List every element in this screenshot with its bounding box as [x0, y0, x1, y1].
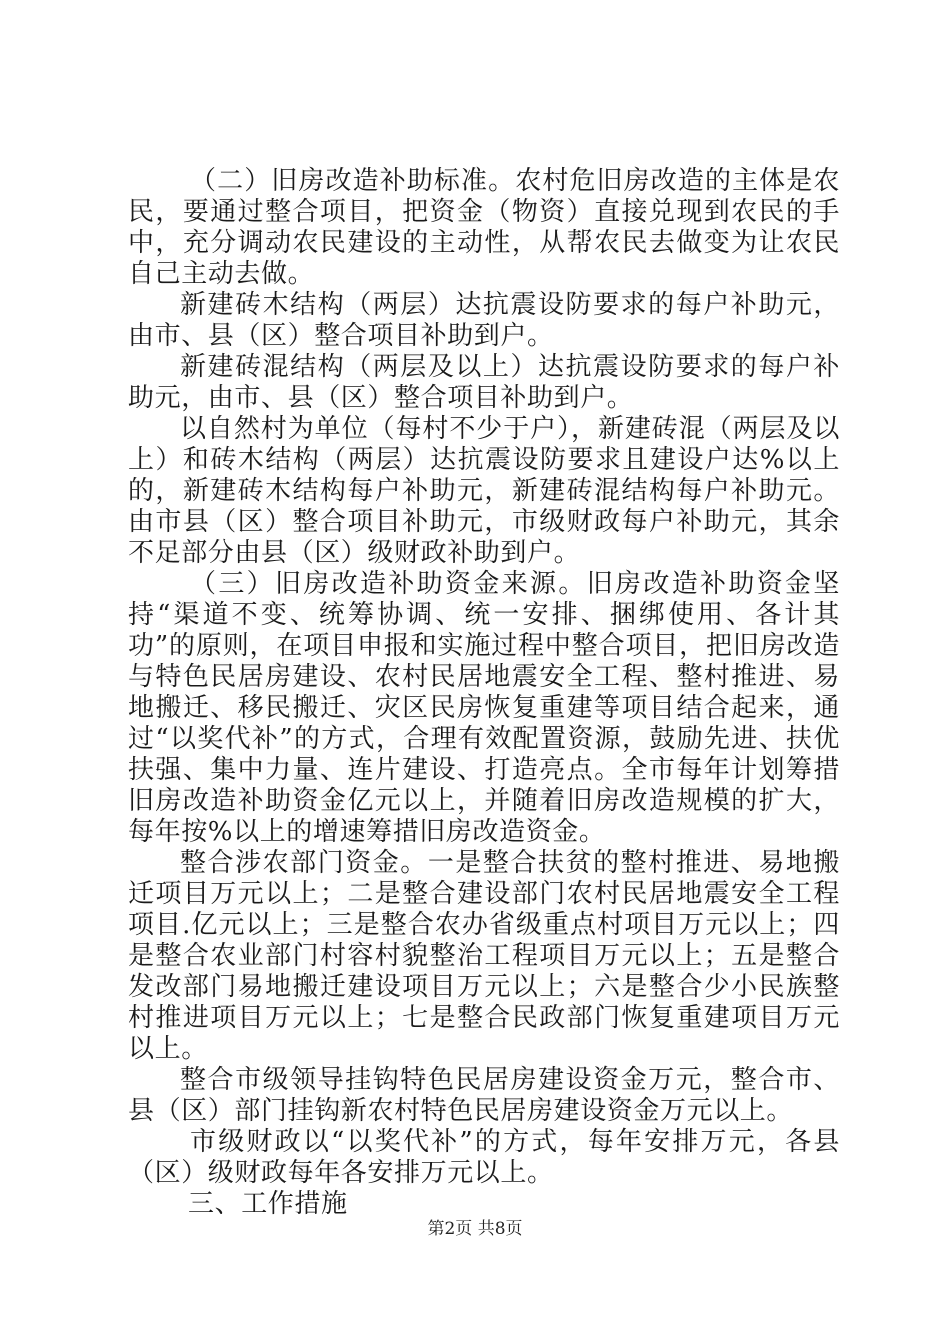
paragraph-funding-source: （三）旧房改造补助资金来源。旧房改造补助资金坚持“渠道不变、统筹协调、统一安排、捆绑使用、各计其功”的原则，在项目申报和实施过程中整合项目，把旧房改造与特色民居房建设、农村民居地震安全工程、整村推进、易地搬迁、移民搬迁、灾区民房恢复重建等项目结合起来，通过“以奖代补”的方式，合理有效配置资源，鼓励先进、扶优扶强、集中力量、连片建设、打造亮点。全市每年计划筹措旧房改造补助资金亿元以上，并随着旧房改造规模的扩大，每年按%以上的增速筹措旧房改造资金。 [128, 569, 840, 847]
page-number-footer: 第2页 共8页 [427, 1219, 523, 1239]
paragraph-subsidy-standard: （二）旧房改造补助标准。农村危旧房改造的主体是农民，要通过整合项目，把资金（物资）直接兑现到农民的手中，充分调动农民建设的主动性，从帮农民去做变为让农民自己主动去做。 [128, 166, 840, 289]
paragraph-city-finance: 市级财政以“以奖代补”的方式，每年安排万元，各县（区）级财政每年各安排万元以上。 [128, 1127, 840, 1188]
paragraph-brick-concrete: 新建砖混结构（两层及以上）达抗震设防要求的每户补助元，由市、县（区）整合项目补助到户。 [128, 352, 840, 413]
section-heading-work-measures: 三、工作措施 [188, 1189, 348, 1219]
paragraph-natural-village: 以自然村为单位（每村不少于户），新建砖混（两层及以上）和砖木结构（两层）达抗震设防要求且建设户达%以上的，新建砖木结构每户补助元，新建砖混结构每户补助元。由市县（区）整合项目补助元，市级财政每户补助元，其余不足部分由县（区）级财政补助到户。 [128, 414, 840, 568]
paragraph-brick-wood: 新建砖木结构（两层）达抗震设防要求的每户补助元，由市、县（区）整合项目补助到户。 [128, 290, 840, 351]
paragraph-leader-funds: 整合市级领导挂钩特色民居房建设资金万元，整合市、县（区）部门挂钩新农村特色民居房建设资金万元以上。 [128, 1065, 840, 1126]
paragraph-department-funds: 整合涉农部门资金。一是整合扶贫的整村推进、易地搬迁项目万元以上；二是整合建设部门农村民居地震安全工程项目.亿元以上；三是整合农办省级重点村项目万元以上；四是整合农业部门村容村貌整治工程项目万元以上；五是整合发改部门易地搬迁建设项目万元以上；六是整合少小民族整村推进项目万元以上；七是整合民政部门恢复重建项目万元以上。 [128, 848, 840, 1064]
document-body [128, 166, 840, 1220]
